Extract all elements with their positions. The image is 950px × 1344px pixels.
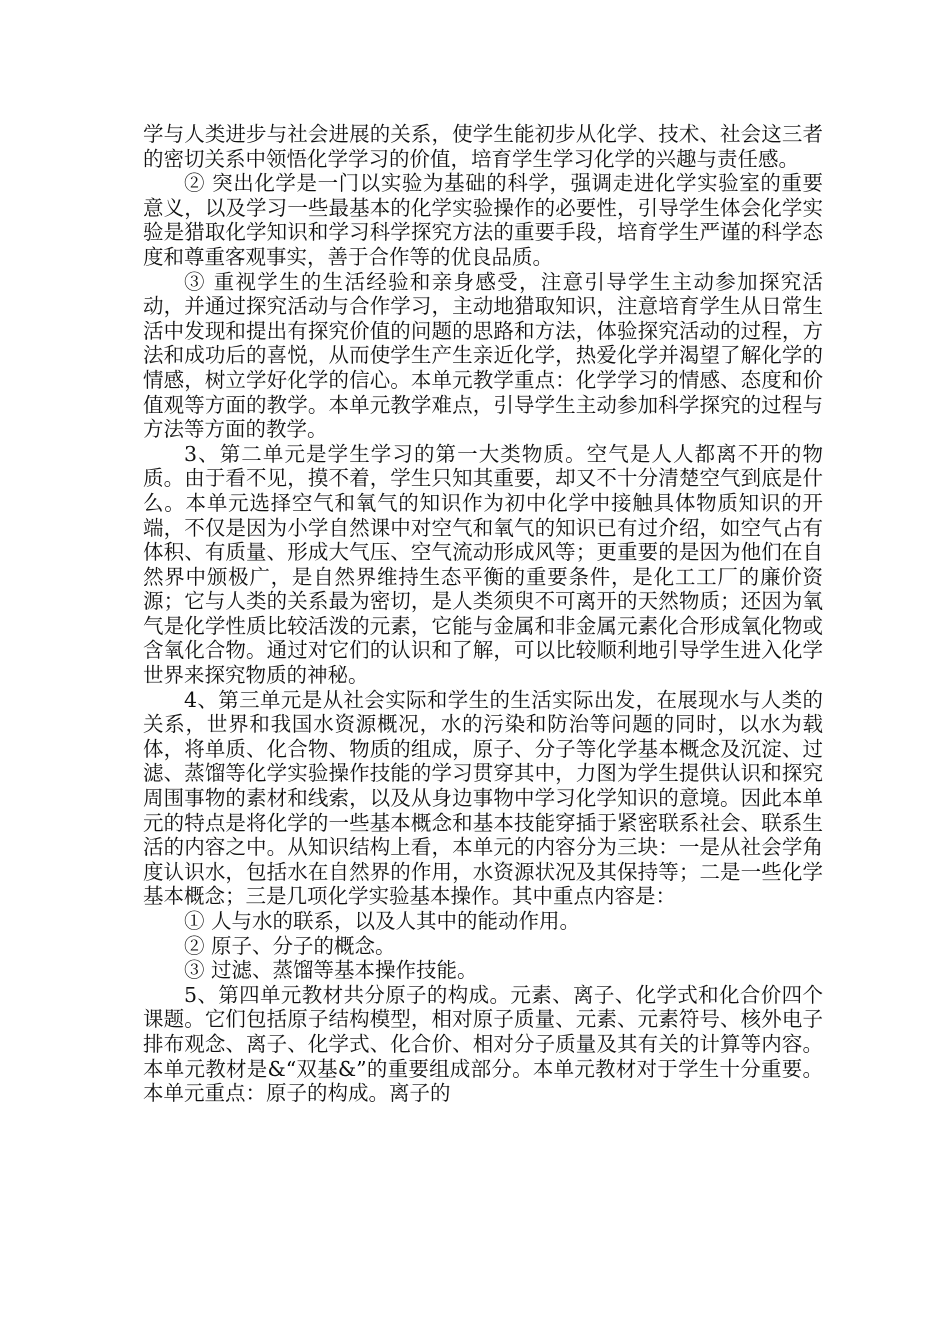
- paragraph: ② 突出化学是一门以实验为基础的科学，强调走进化学实验室的重要意义，以及学习一些最基本的化学实验操作的必要性，引导学生体会化学实验是猎取化学知识和学习科学探究方法的重要手段，培育学生严谨的科学态度和尊重客观事实，善于合作等的优良品质。: [143, 171, 823, 269]
- list-item: ② 原子、分子的概念。: [184, 933, 396, 958]
- paragraph: ③ 重视学生的生活经验和亲身感受，注意引导学生主动参加探究活动，并通过探究活动与合作学习，主动地猎取知识，注意培育学生从日常生活中发现和提出有探究价值的问题的思路和方法，体验探究活动的过程，方法和成功后的喜悦，从而使学生产生亲近化学，热爱化学并渴望了解化学的情感，树立学好化学的信心。本单元教学重点：化学学习的情感、态度和价值观等方面的教学。本单元教学难点，引导学生主动参加科学探究的过程与方法等方面的教学。: [143, 269, 823, 442]
- paragraph: 学与人类进步与社会进展的关系，使学生能初步从化学、技术、社会这三者的密切关系中领悟化学学习的价值，培育学生学习化学的兴趣与责任感。: [143, 122, 823, 171]
- paragraph: 5、第四单元教材共分原子的构成。元素、离子、化学式和化合价四个课题。它们包括原子结构模型，相对原子质量、元素、元素符号、核外电子排布观念、离子、化学式、化合价、相对分子质量及其有关的计算等内容。本单元教材是&“双基&”的重要组成部分。本单元教材对于学生十分重要。本单元重点：原子的构成。离子的: [143, 982, 823, 1106]
- document-page: [143, 122, 823, 1106]
- paragraph: 3、第二单元是学生学习的第一大类物质。空气是人人都离不开的物质。由于看不见，摸不着，学生只知其重要，却又不十分清楚空气到底是什么。本单元选择空气和氧气的知识作为初中化学中接触具体物质知识的开端，不仅是因为小学自然课中对空气和氧气的知识已有过介绍，如空气占有体积、有质量、形成大气压、空气流动形成风等；更重要的是因为他们在自然界中颁极广，是自然界维持生态平衡的重要条件，是化工工厂的廉价资源；它与人类的关系最为密切，是人类须臾不可离开的天然物质；还因为氧气是化学性质比较活泼的元素，它能与金属和非金属元素化合形成氧化物或含氧化合物。通过对它们的认识和了解，可以比较顺利地引导学生进入化学世界来探究物质的神秘。: [143, 441, 823, 688]
- list-item: ① 人与水的联系，以及人其中的能动作用。: [184, 909, 581, 933]
- list-item: ③ 过滤、蒸馏等基本操作技能。: [184, 958, 478, 983]
- paragraph: 4、第三单元是从社会实际和学生的生活实际出发，在展现水与人类的关系，世界和我国水资源概况，水的污染和防治等问题的同时，以水为载体，将单质、化合物、物质的组成，原子、分子等化学基本概念及沉淀、过滤、蒸馏等化学实验操作技能的学习贯穿其中，力图为学生提供认识和探究周围事物的素材和线索，以及从身边事物中学习化学知识的意境。因此本单元的特点是将化学的一些基本概念和基本技能穿插于紧密联系社会、联系生活的内容之中。从知识结构上看，本单元的内容分为三块：一是从社会学角度认识水，包括水在自然界的作用，水资源状况及其保持等；二是一些化学基本概念；三是几项化学实验基本操作。其中重点内容是：: [143, 687, 823, 909]
